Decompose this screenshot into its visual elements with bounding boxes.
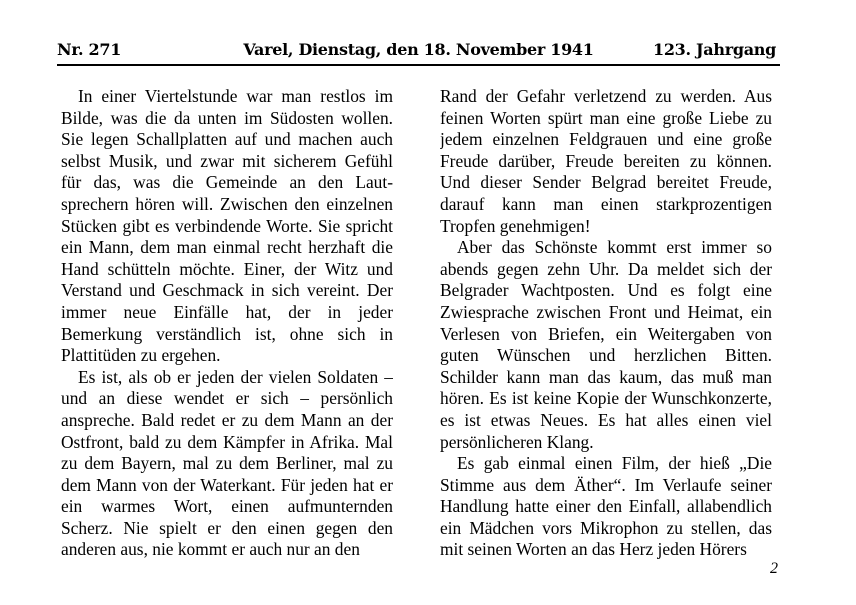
issue-number: Nr. 271 — [57, 40, 122, 59]
text-line: selbst Musik, und zwar mit sicherem Gefühl — [61, 150, 393, 171]
text-line: Tropfen genehmigen! — [440, 215, 591, 236]
text-line: Bilde, was die da unten im Südosten wollen. — [61, 107, 393, 128]
text-line: jedem einzelnen Feldgrauen und eine große — [440, 129, 772, 150]
dateline: Varel, Dienstag, den 18. November 1941 — [243, 40, 594, 59]
text-line: es ist etwas Neues. Es hat alles einen viel — [440, 409, 772, 430]
text-line: ein Mann, dem man einmal recht herzhaft die — [61, 237, 393, 258]
text-line: Es gab einmal einen Film, der hieß „Die — [457, 453, 772, 474]
text-line: guten Wünschen und herzlichen Bitten. — [440, 345, 772, 366]
text-line: Freude darüber, Freude bereiten zu können. — [440, 150, 772, 171]
text-line: Rand der Gefahr verletzend zu werden. Aus — [440, 86, 772, 106]
text-line: anderen aus, nie kommt er auch nur an den — [61, 539, 360, 560]
text-line: Scherz. Nie spielt er den einen gegen den — [61, 517, 393, 538]
text-line: In einer Viertelstunde war man restlos im — [78, 86, 393, 106]
text-line: Plattitüden zu ergehen. — [61, 345, 221, 366]
text-line: Ostfront, bald zu dem Kämpfer in Afrika. Mal — [61, 431, 393, 452]
text-line: Bemerkung verständlich ist, ohne sich in — [61, 323, 393, 344]
page-header — [57, 38, 780, 66]
text-line: Verlesen von Briefen, ein Weitergaben von — [440, 323, 772, 344]
text-line: anspreche. Bald redet er zu dem Mann an der — [61, 409, 393, 430]
text-line: zu dem Bayern, mal zu dem Berliner, mal zu — [61, 453, 393, 474]
text-line: dem Mann von der Waterkant. Für jeden hat er — [61, 474, 393, 495]
text-line: Verstand und Geschmack in sich vereint. Der — [61, 280, 393, 301]
text-column-right — [440, 86, 772, 561]
text-line: darauf kann man einen starkprozentigen — [440, 193, 772, 214]
text-column-left — [61, 86, 393, 561]
text-line: sprechern hören will. Zwischen den einzelnen — [61, 193, 393, 214]
text-line: mit seinen Worten an das Herz jeden Hörers — [440, 539, 747, 560]
text-line: Belgrader Wachtposten. Und es folgt eine — [440, 280, 772, 301]
text-line: Aber das Schönste kommt erst immer so — [457, 237, 772, 258]
text-line: Zwiesprache zwischen Front und Heimat, ein — [440, 301, 772, 322]
text-line: ein warmes Wort, einen aufmunternden — [61, 496, 393, 517]
text-line: Es ist, als ob er jeden der vielen Soldaten – — [78, 366, 393, 387]
text-line: ein Mädchen vors Mikrophon zu stellen, das — [440, 517, 772, 538]
text-line: immer neue Einfälle hat, der in jeder — [61, 301, 393, 322]
text-line: für das, was die Gemeinde an den Laut- — [61, 172, 393, 193]
text-line: feinen Worten spürt man eine große Liebe zu — [440, 107, 772, 128]
text-line: und an diese wendet er sich – persönlich — [61, 388, 393, 409]
page-number: 2 — [770, 560, 778, 577]
text-line: persönlicheren Klang. — [440, 431, 594, 452]
volume-year: 123. Jahrgang — [652, 40, 776, 59]
text-line: Hand schütteln möchte. Einer, der Witz und — [61, 258, 393, 279]
text-line: Sie legen Schallplatten auf und machen auch — [61, 129, 393, 150]
text-line: Und dieser Sender Belgrad bereitet Freude, — [440, 172, 772, 193]
text-line: Stücken gibt es verbindende Worte. Sie spricht — [61, 215, 393, 236]
text-line: Schilder kann man das kaum, das muß man — [440, 366, 772, 387]
text-line: abends gegen zehn Uhr. Da meldet sich der — [440, 258, 772, 279]
text-line: Handlung hatte einer den Einfall, allabendlich — [440, 496, 772, 517]
text-line: Stimme aus dem Äther“. Im Verlaufe seiner — [440, 474, 772, 495]
text-line: hören. Es ist keine Kopie der Wunschkonzerte, — [440, 388, 772, 409]
